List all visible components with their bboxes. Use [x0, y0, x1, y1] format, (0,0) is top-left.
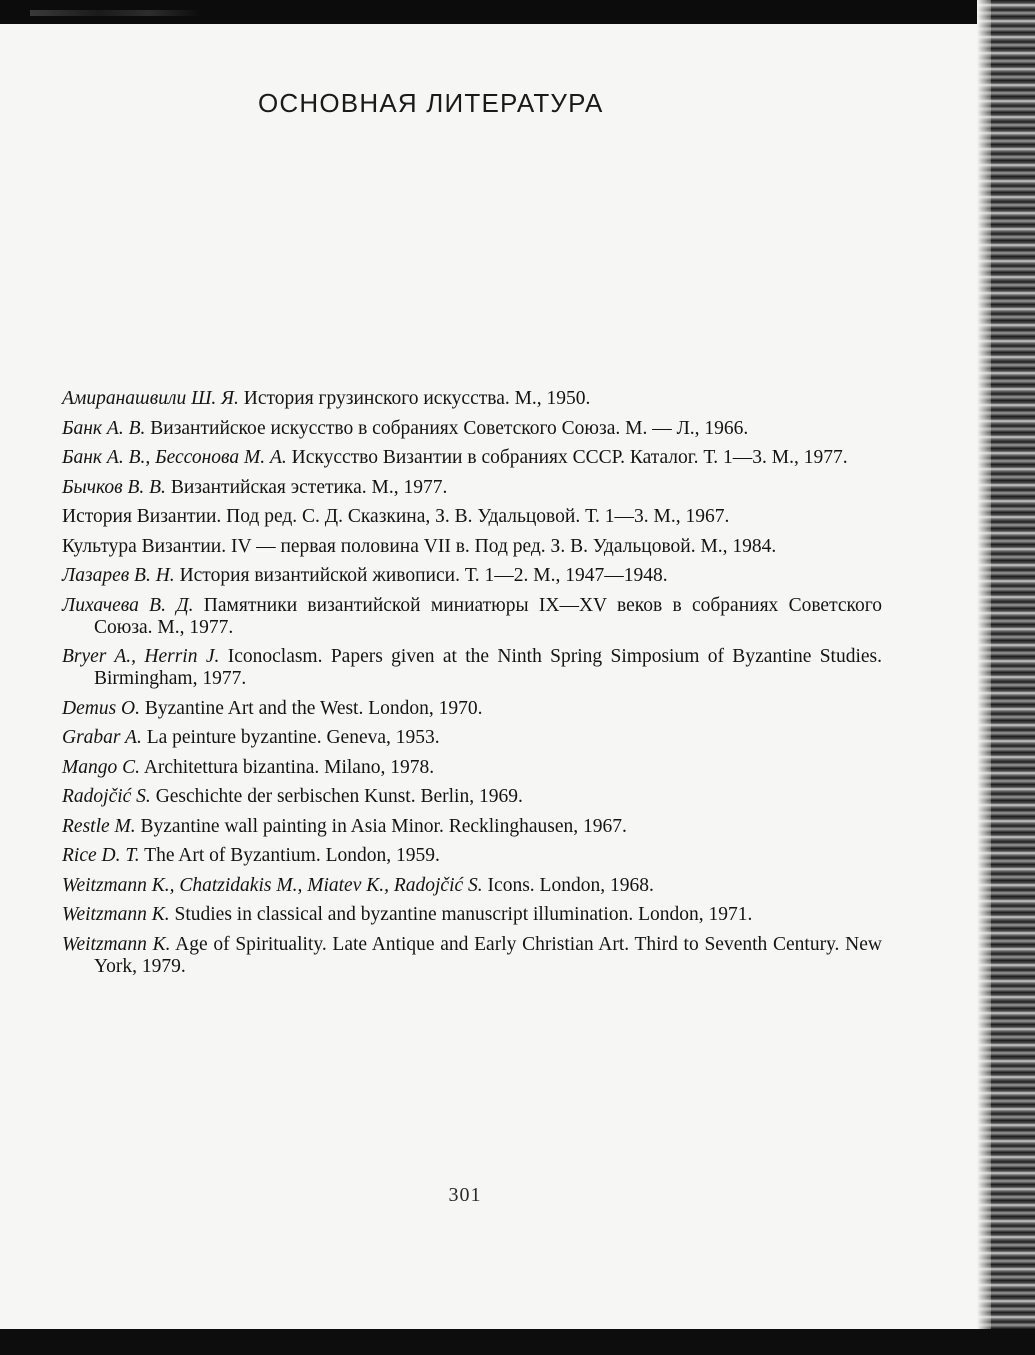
reference-item	[62, 904, 882, 926]
reference-list	[62, 388, 882, 985]
reference-text: История Византии. Под ред. С. Д. Сказкина, З. В. Удальцовой. Т. 1—3. М., 1967.	[62, 506, 730, 527]
reference-text: Byzantine wall painting in Asia Minor. Recklinghausen, 1967.	[140, 815, 627, 837]
reference-author: Bryer A., Herrin J.	[62, 646, 220, 667]
reference-text: Памятники византийской миниатюры IX—XV веков в собраниях Советского Союза. М., 1977.	[94, 594, 882, 638]
reference-author: Weitzmann K.	[62, 933, 171, 955]
reference-text: Architettura bizantina. Milano, 1978.	[143, 756, 435, 778]
reference-item	[62, 698, 882, 720]
reference-text: Культура Византии. IV — первая половина VII в. Под ред. З. В. Удальцовой. М., 1984.	[62, 535, 777, 557]
reference-author: Restle M.	[62, 815, 136, 837]
scan-right-edge	[977, 0, 1035, 1355]
reference-item	[62, 845, 882, 867]
reference-text: Studies in classical and byzantine manuscript illumination. London, 1971.	[174, 904, 753, 925]
reference-author: Бычков В. В.	[62, 476, 166, 498]
reference-text: История византийской живописи. Т. 1—2. М., 1947—1948.	[179, 565, 668, 586]
reference-author: Radojčić S.	[62, 786, 151, 807]
reference-author: Амиранашвили Ш. Я.	[62, 388, 239, 409]
reference-item	[62, 447, 882, 469]
scan-bottom-edge	[0, 1329, 1035, 1355]
reference-item	[62, 565, 882, 587]
reference-author: Mango C.	[62, 756, 140, 778]
reference-item	[62, 875, 882, 897]
reference-text: Искусство Византии в собраниях СССР. Каталог. Т. 1—3. М., 1977.	[291, 447, 848, 468]
reference-author: Weitzmann K., Chatzidakis M., Miatev K., Radojčić S.	[62, 874, 483, 896]
reference-text: Age of Spirituality. Late Antique and Early Christian Art. Third to Seventh Century. New York, 1979.	[94, 933, 882, 977]
reference-text: История грузинского искусства. М., 1950.	[243, 388, 591, 409]
page-number: 301	[448, 1184, 482, 1206]
reference-author: Лихачева В. Д.	[62, 594, 194, 616]
reference-item	[62, 388, 882, 410]
reference-item	[62, 816, 882, 838]
page-heading: ОСНОВНАЯ ЛИТЕРАТУРА	[258, 88, 604, 118]
reference-author: Лазарев В. Н.	[62, 565, 175, 586]
reference-item	[62, 595, 882, 639]
reference-item	[62, 786, 882, 808]
reference-text: La peinture byzantine. Geneva, 1953.	[146, 727, 440, 748]
reference-text: Iconoclasm. Papers given at the Ninth Spring Simposium of Byzantine Studies. Birmingham, 1977.	[94, 646, 883, 689]
book-page	[0, 24, 977, 1329]
reference-item	[62, 418, 882, 440]
reference-text: Византийское искусство в собраниях Советского Союза. М. — Л., 1966.	[150, 417, 749, 439]
reference-text: Византийская эстетика. М., 1977.	[170, 476, 448, 498]
reference-text: Byzantine Art and the West. London, 1970.	[144, 697, 483, 719]
reference-text: The Art of Byzantium. London, 1959.	[144, 845, 440, 866]
reference-item	[62, 727, 882, 749]
reference-item	[62, 536, 882, 558]
reference-text: Geschichte der serbischen Kunst. Berlin, 1969.	[155, 786, 523, 807]
reference-author: Банк А. В., Бессонова М. А.	[62, 447, 287, 468]
reference-author: Rice D. T.	[62, 845, 140, 866]
reference-item	[62, 477, 882, 499]
reference-author: Grabar A.	[62, 727, 142, 748]
reference-text: Icons. London, 1968.	[487, 874, 654, 896]
reference-item	[62, 757, 882, 779]
scan-top-edge	[0, 0, 1035, 24]
reference-author: Demus O.	[62, 697, 140, 719]
reference-author: Weitzmann K.	[62, 904, 170, 925]
reference-author: Банк А. В.	[62, 417, 146, 439]
reference-item	[62, 934, 882, 978]
reference-item	[62, 506, 882, 528]
reference-item	[62, 646, 882, 690]
